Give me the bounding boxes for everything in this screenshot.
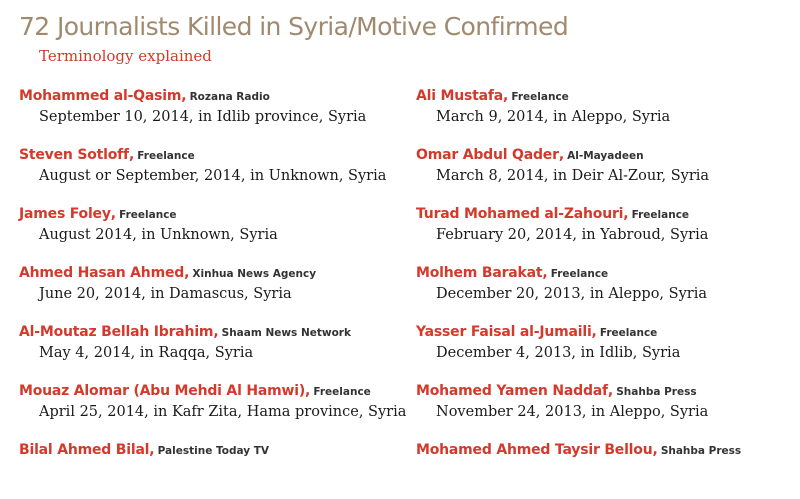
journalist-entry: Ali Mustafa, Freelance March 9, 2014, in Aleppo, Syria <box>416 86 796 145</box>
journalist-name-link[interactable]: Mohammed al-Qasim <box>19 88 182 104</box>
news-outlet: Palestine Today TV <box>157 445 270 457</box>
death-details: November 24, 2013, in Aleppo, Syria <box>436 404 709 420</box>
journalist-entry: Steven Sotloff, Freelance August or September, 2014, in Unknown, Syria <box>19 145 394 204</box>
news-outlet: Freelance <box>137 150 195 162</box>
news-outlet: Freelance <box>631 209 690 221</box>
journalist-name-link[interactable]: Al-Moutaz Bellah Ibrahim <box>19 324 214 340</box>
journalist-entry: Ahmed Hasan Ahmed, Xinhua News Agency June 20, 2014, in Damascus, Syria <box>19 263 394 322</box>
journalist-name-link[interactable]: Ahmed Hasan Ahmed <box>19 265 185 281</box>
death-details: February 20, 2014, in Yabroud, Syria <box>436 227 709 243</box>
death-details: December 4, 2013, in Idlib, Syria <box>436 345 681 361</box>
journalist-name-link[interactable]: Yasser Faisal al-Jumaili <box>416 324 592 340</box>
journalist-name-link[interactable]: Bilal Ahmed Bilal <box>19 442 150 458</box>
journalist-name-link[interactable]: Steven Sotloff <box>19 147 129 163</box>
journalist-entry: Yasser Faisal al-Jumaili, Freelance December 4, 2013, in Idlib, Syria <box>416 322 796 381</box>
journalist-entry: Molhem Barakat, Freelance December 20, 2013, in Aleppo, Syria <box>416 263 796 322</box>
death-details: May 4, 2014, in Raqqa, Syria <box>39 345 254 361</box>
death-details: June 20, 2014, in Damascus, Syria <box>39 286 292 302</box>
journalist-entry: James Foley, Freelance August 2014, in Unknown, Syria <box>19 204 394 263</box>
news-outlet: Freelance <box>313 386 371 398</box>
death-details: September 10, 2014, in Idlib province, Syria <box>39 109 367 125</box>
news-outlet: Shaam News Network <box>221 327 351 339</box>
journalist-entry: Al-Moutaz Bellah Ibrahim, Shaam News Network May 4, 2014, in Raqqa, Syria <box>19 322 394 381</box>
journalist-list-right <box>416 86 796 499</box>
death-details: April 25, 2014, in Kafr Zita, Hama province, Syria <box>39 404 407 420</box>
journalist-entry: Turad Mohamed al-Zahouri, Freelance February 20, 2014, in Yabroud, Syria <box>416 204 796 263</box>
news-outlet: Shahba Press <box>660 445 742 457</box>
journalist-name-link[interactable]: Mohamed Ahmed Taysir Bellou <box>416 442 653 458</box>
news-outlet: Shahba Press <box>616 386 697 398</box>
news-outlet: Freelance <box>550 268 609 280</box>
death-details: March 9, 2014, in Aleppo, Syria <box>436 109 671 125</box>
death-details: March 8, 2014, in Deir Al-Zour, Syria <box>436 168 710 184</box>
journalist-name-link[interactable]: Mouaz Alomar (Abu Mehdi Al Hamwi) <box>19 383 306 399</box>
news-outlet: Al-Mayadeen <box>567 150 644 162</box>
death-details: August or September, 2014, in Unknown, Syria <box>39 168 387 184</box>
journalist-name-link[interactable]: Ali Mustafa <box>416 88 504 104</box>
death-details: August 2014, in Unknown, Syria <box>39 227 278 243</box>
journalist-entry: Bilal Ahmed Bilal, Palestine Today TV <box>19 442 270 458</box>
news-outlet: Xinhua News Agency <box>192 268 317 280</box>
news-outlet: Freelance <box>599 327 658 339</box>
journalist-entry: Mohammed al-Qasim, Rozana Radio September 10, 2014, in Idlib province, Syria <box>19 86 394 145</box>
journalist-entry: Mouaz Alomar (Abu Mehdi Al Hamwi), Freelance April 25, 2014, in Kafr Zita, Hama province, Syria <box>19 383 407 420</box>
journalist-name-link[interactable]: Molhem Barakat <box>416 265 543 281</box>
journalist-entry: Mohamed Ahmed Taysir Bellou, Shahba Press <box>416 442 742 458</box>
death-details: December 20, 2013, in Aleppo, Syria <box>436 286 707 302</box>
journalist-entry: Omar Abdul Qader, Al-Mayadeen March 8, 2014, in Deir Al-Zour, Syria <box>416 145 796 204</box>
news-outlet: Rozana Radio <box>189 91 270 103</box>
journalist-name-link[interactable]: James Foley <box>19 206 111 222</box>
journalist-list-left <box>19 86 407 499</box>
journalist-name-link[interactable]: Mohamed Yamen Naddaf <box>416 383 608 399</box>
journalist-name-link[interactable]: Turad Mohamed al-Zahouri <box>416 206 624 222</box>
journalist-name-link[interactable]: Omar Abdul Qader <box>416 147 559 163</box>
news-outlet: Freelance <box>119 209 177 221</box>
journalist-entry: Mohamed Yamen Naddaf, Shahba Press November 24, 2013, in Aleppo, Syria <box>416 381 796 440</box>
terminology-link[interactable]: Terminology explained <box>39 47 212 65</box>
page-title: 72 Journalists Killed in Syria/Motive Confirmed <box>19 12 569 41</box>
news-outlet: Freelance <box>511 91 569 103</box>
